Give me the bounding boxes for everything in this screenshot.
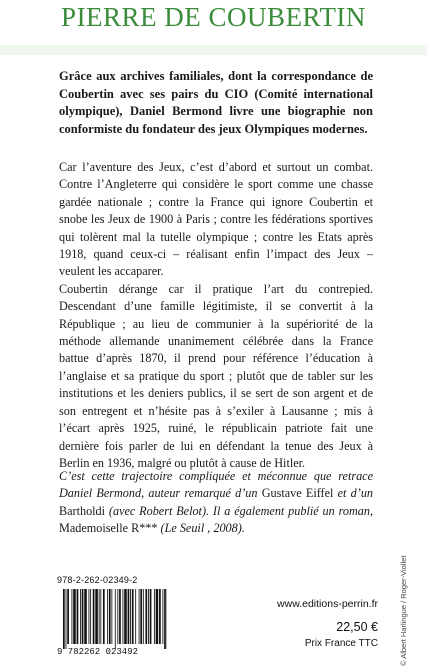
barcode-bar: [148, 589, 149, 644]
barcode-bar: [89, 589, 90, 644]
barcode-bar: [119, 589, 121, 644]
barcode-bar: [82, 589, 84, 644]
title-band: [0, 45, 427, 55]
photo-credit: © Albert Harlingue / Roger-Viollet: [399, 555, 408, 666]
barcode-bar: [77, 589, 79, 644]
barcode-bar: [130, 589, 131, 644]
book-ref-novel: Mademoiselle R***: [59, 521, 158, 536]
barcode-bar: [99, 589, 100, 644]
barcode-bar: [103, 589, 105, 644]
price: 22,50 €: [336, 620, 378, 634]
barcode-bar: [111, 589, 112, 644]
closing-text-3: (avec Robert Belot). Il a également publié un roman,: [105, 503, 373, 518]
book-ref-bartholdi: Bartholdi: [59, 503, 106, 518]
barcode-bar: [143, 589, 144, 644]
barcode-bar: [67, 589, 69, 644]
isbn-number: 978-2-262-02349-2: [57, 575, 138, 585]
barcode-bar: [145, 589, 147, 644]
closing-text-1: C’est cette trajectoire compliquée et méconnue que retrace Daniel Bermond, auteur remarqué d’un: [59, 469, 373, 501]
body-paragraph-2: Coubertin dérange car il pratique l’art du contrepied. Descendant d’une famille légitimiste, il se convertit à la République ; au lieu de communier à la supériorité de la méthode allemande unanimement célébrée dans la France battue d’après 1870, il prend pour référence l’éducation à l’anglaise et sa pratique du sport ; plutôt que de tabler sur les institutions et les deniers publics, il se sert de son argent et de son entregent et n’hésite pas à s’exiler à Lausanne ; mis à l’écart après 1925, ruiné, le républicain patriote fait une dernière fois parler de lui en défendant la tenue des Jeux à Berlin en 1936, malgré ou plutôt à cause de Hitler.: [59, 281, 373, 470]
barcode-digits: 9 782262 023492: [57, 647, 139, 657]
barcode-bar: [107, 589, 108, 644]
barcode-bar: [139, 589, 140, 644]
barcode-bar: [90, 589, 91, 644]
barcode-bar: [156, 589, 159, 644]
lead-paragraph: Grâce aux archives familiales, dont la correspondance de Coubertin avec ses pairs du CIO (Comité international olympique), Daniel Bermond livre une biographie non conformiste du fondateur des jeux Olympiques modernes.: [59, 69, 373, 136]
barcode-bar: [115, 589, 116, 649]
barcode-bar: [117, 589, 118, 644]
barcode-bar: [72, 589, 73, 644]
body-text: [59, 159, 373, 472]
barcode-bar: [132, 589, 134, 644]
barcode-bar: [162, 589, 163, 644]
barcode-bar: [159, 589, 161, 644]
barcode-bar: [109, 589, 111, 644]
barcode-bar: [123, 589, 124, 644]
barcode-bar: [95, 589, 98, 644]
book-title: PIERRE DE COUBERTIN: [61, 2, 366, 32]
barcode-bar: [84, 589, 87, 644]
publisher-website: www.editions-perrin.fr: [277, 598, 378, 610]
closing-text-4: (Le Seuil , 2008).: [157, 521, 245, 536]
price-label: Prix France TTC: [304, 638, 378, 649]
barcode-bar: [63, 589, 65, 649]
closing-paragraph: [59, 468, 373, 538]
barcode-bars: [63, 589, 167, 649]
closing-text-2: et d’un: [333, 486, 374, 501]
barcode-bar: [124, 589, 127, 644]
barcode-bar: [100, 589, 101, 644]
barcode-bar: [154, 589, 155, 644]
book-ref-eiffel: Gustave Eiffel: [261, 486, 334, 501]
barcode-bar: [66, 589, 67, 649]
barcode-bar: [93, 589, 95, 644]
barcode-bar: [80, 589, 81, 644]
barcode-bar: [128, 589, 130, 644]
body-paragraph-1: Car l’aventure des Jeux, c’est d’abord et surtout un combat. Contre l’Angleterre qui considère le sport comme une chasse gardée nationale ; contre la France qui ignore Coubertin et snobe les Jeux de 1900 à Paris ; contre les fédérations sportives qui tolèrent mal la tutelle olympique ; contre les Etats après 1918, quand ceux-ci – réalisant enfin l’impact des Jeux – veulent les accaparer.: [59, 160, 373, 279]
isbn-barcode: [57, 575, 169, 659]
barcode-bar: [150, 589, 152, 644]
barcode-bar: [73, 589, 76, 644]
barcode-bar: [164, 589, 166, 649]
barcode-bar: [135, 589, 136, 644]
barcode-bar: [140, 589, 142, 644]
